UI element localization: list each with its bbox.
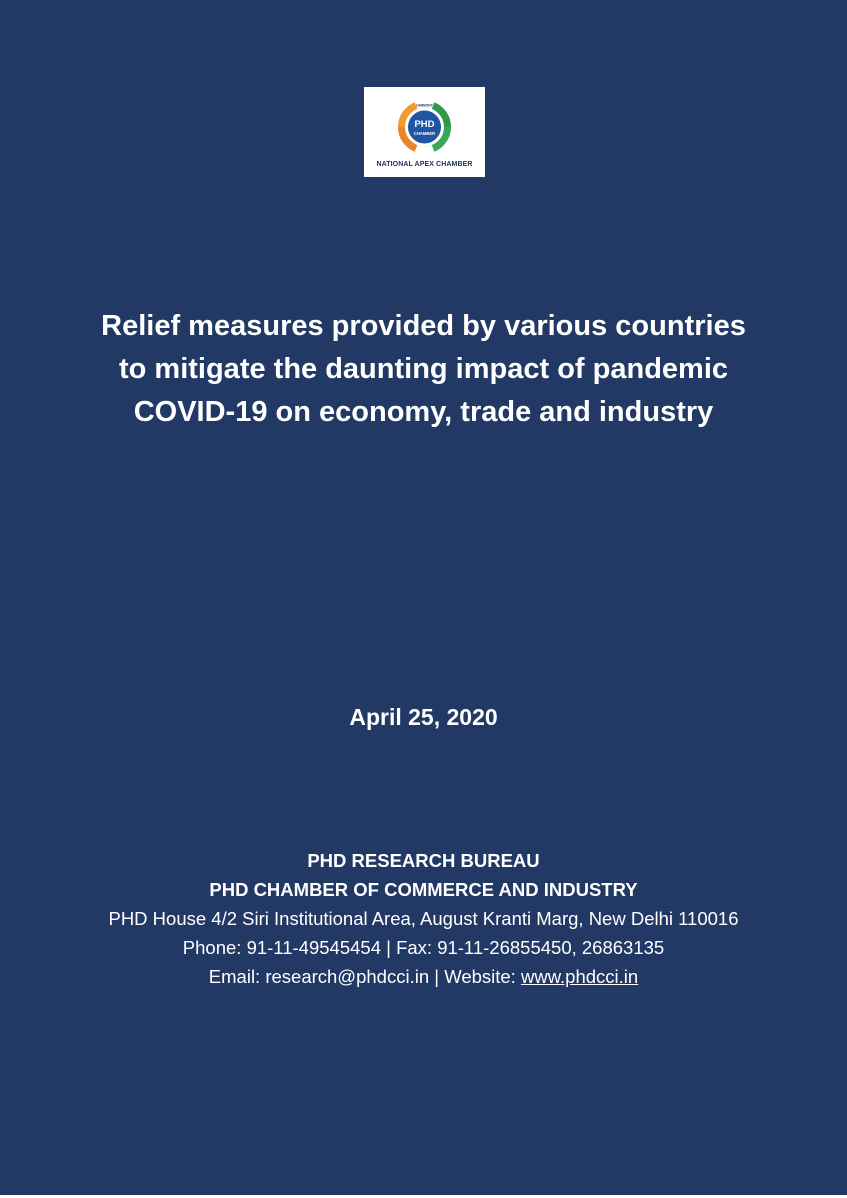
report-date: April 25, 2020 bbox=[349, 704, 498, 730]
email-label: Email: research@phdcci.in | Website: bbox=[208, 966, 521, 987]
report-title: Relief measures provided by various countries to mitigate the daunting impact of pandemic COVID-19 on economy, trade and industry bbox=[101, 310, 746, 428]
logo-center-line2: CHAMBER bbox=[413, 131, 436, 136]
logo bbox=[364, 87, 485, 177]
chamber-name: PHD CHAMBER OF COMMERCE AND INDUSTRY bbox=[209, 879, 638, 900]
logo-ring-text: HARMONY bbox=[416, 103, 433, 108]
contact-block bbox=[40, 846, 807, 991]
phone-fax-line: Phone: 91-11-49545454 | Fax: 91-11-26855450, 26863135 bbox=[182, 937, 665, 958]
logo-center-line1: PHD bbox=[414, 119, 435, 130]
email-website-line bbox=[40, 962, 807, 991]
bureau-name: PHD RESEARCH BUREAU bbox=[307, 850, 540, 871]
website-link[interactable]: www.phdcci.in bbox=[520, 966, 639, 987]
address-line: PHD House 4/2 Siri Institutional Area, August Kranti Marg, New Delhi 110016 bbox=[108, 908, 739, 929]
logo-caption: NATIONAL APEX CHAMBER bbox=[376, 161, 473, 168]
